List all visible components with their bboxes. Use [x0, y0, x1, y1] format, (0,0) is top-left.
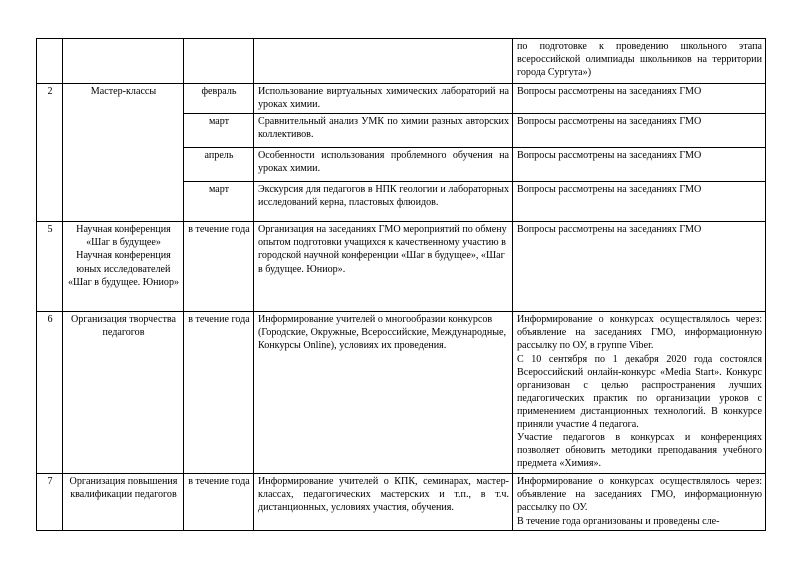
cell-result [513, 474, 766, 530]
cell-result [513, 312, 766, 474]
activity-name-line-1: Научная конференция «Шаг в будущее» [76, 224, 171, 249]
cell-period: февраль [184, 84, 254, 114]
result-paragraph-1: Информирование о конкурсах осуществлялось через: объявление на заседаниях ГМО, информационную рассылку по ОУ, в группе Viber. [517, 314, 762, 352]
result-paragraph-2: С 10 сентября по 1 декабря 2020 года состоялся Всероссийский онлайн-конкурс «Media Start». Конкурс организован с целью распространения лучших педагогических практик по организации уроков с применением дистанционных технологий. В конкурсе приняли участие 4 педагога. [517, 353, 762, 431]
cell-activity-name [63, 222, 184, 312]
cell-activity-name [63, 39, 184, 84]
cell-result: Вопросы рассмотрены на заседаниях ГМО [513, 114, 766, 148]
cell-period: в течение года [184, 312, 254, 474]
cell-result: Вопросы рассмотрены на заседаниях ГМО [513, 148, 766, 182]
cell-period: в течение года [184, 222, 254, 312]
cell-number: 6 [37, 312, 63, 474]
cell-result: Вопросы рассмотрены на заседаниях ГМО [513, 84, 766, 114]
result-paragraph-2: В течение года организованы и проведены сле- [517, 515, 720, 527]
cell-description: Экскурсия для педагогов в НПК геологии и лабораторных исследований керна, пластовых флюидов. [254, 182, 513, 222]
table-row [37, 474, 766, 530]
cell-period: в течение года [184, 474, 254, 530]
table-row [37, 222, 766, 312]
cell-description: Сравнительный анализ УМК по химии разных авторских коллективов. [254, 114, 513, 148]
cell-description: Информирование учителей о КПК, семинарах, мастер-классах, педагогических мастерских и т.п., в т.ч. дистанционных, условиях участия, обучения. [254, 474, 513, 530]
cell-number [37, 39, 63, 84]
cell-description: Организация на заседаниях ГМО мероприятий по обмену опытом подготовки учащихся к качественному участию в городской научной конференции «Шаг в будущее», «Шаг в будущее. Юниор». [254, 222, 513, 312]
cell-activity-name: Организация творчества педагогов [63, 312, 184, 474]
table-row [37, 84, 766, 114]
result-paragraph-3: Участие педагогов в конкурсах и конференциях позволяет обновить методики преподавания учебного предмета «Химия». [517, 432, 762, 470]
cell-activity-name: Организация повышения квалификации педагогов [63, 474, 184, 530]
cell-description: Информирование учителей о многообразии конкурсов (Городские, Окружные, Всероссийские, Международные, Конкурсы Online), условиях их проведения. [254, 312, 513, 474]
cell-description: Использование виртуальных химических лабораторий на уроках химии. [254, 84, 513, 114]
cell-number: 2 [37, 84, 63, 222]
cell-number: 7 [37, 474, 63, 530]
cell-period: март [184, 182, 254, 222]
activity-name-line-2: Научная конференция юных исследователей «Шаг в будущее. Юниор» [67, 250, 180, 288]
cell-activity-name: Мастер-классы [63, 84, 184, 222]
cell-number: 5 [37, 222, 63, 312]
table-row [37, 312, 766, 474]
cell-result: Вопросы рассмотрены на заседаниях ГМО [513, 222, 766, 312]
cell-description: Особенности использования проблемного обучения на уроках химии. [254, 148, 513, 182]
cell-result: по подготовке к проведению школьного этапа всероссийской олимпиады школьников на территории города Сургута») [513, 39, 766, 84]
cell-description [254, 39, 513, 84]
cell-period: апрель [184, 148, 254, 182]
cell-result: Вопросы рассмотрены на заседаниях ГМО [513, 182, 766, 222]
table-row [37, 39, 766, 84]
result-paragraph-1: Информирование о конкурсах осуществлялось через: объявление на заседаниях ГМО, информационную рассылку по ОУ. [517, 476, 762, 514]
cell-period: март [184, 114, 254, 148]
activity-plan-table [36, 38, 766, 531]
cell-period [184, 39, 254, 84]
